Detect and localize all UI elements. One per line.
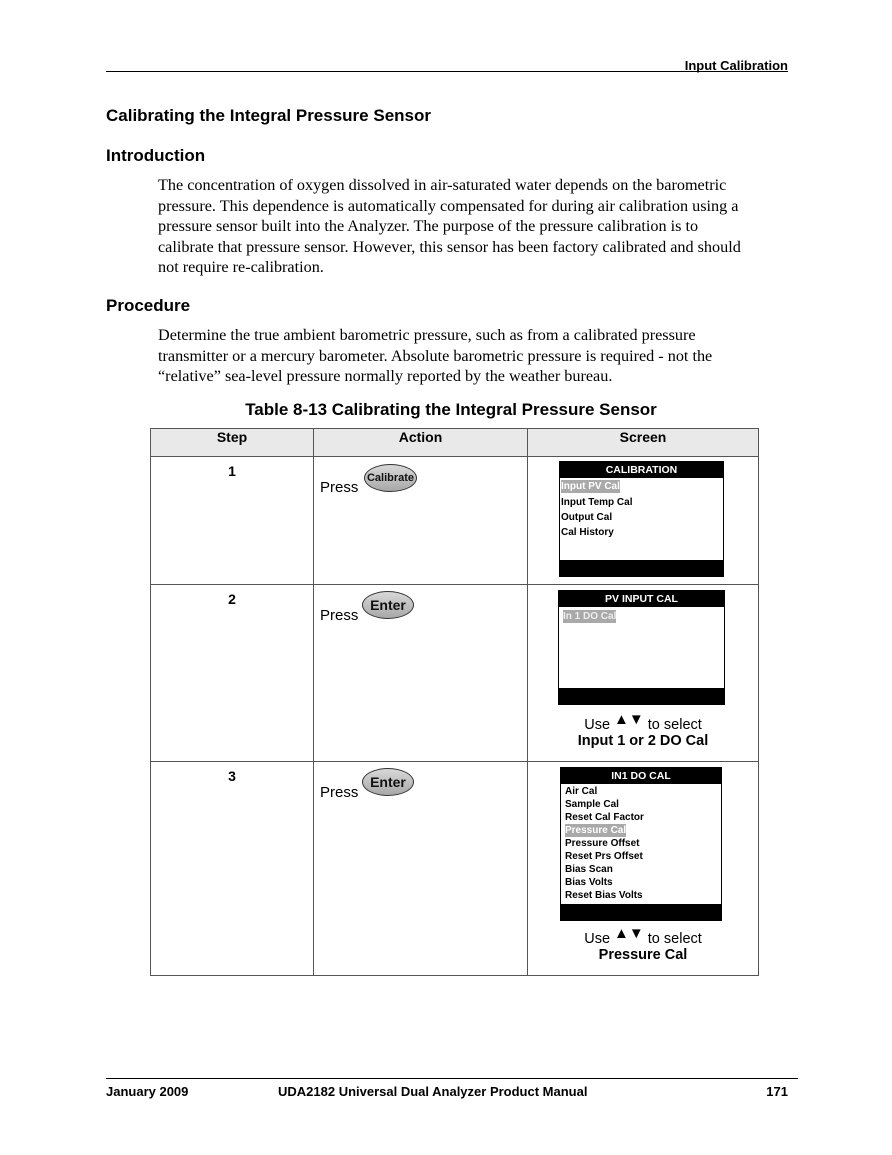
intro-heading: Introduction	[106, 146, 206, 165]
action-cell	[314, 457, 528, 585]
menu-item: Cal History	[561, 527, 614, 538]
step-cell	[151, 762, 314, 976]
calibrate-key-button[interactable]: Calibrate	[364, 464, 417, 492]
step-cell	[151, 585, 314, 762]
intro-line: calibrate that pressure sensor. However, this sensor has been factory calibrated and should	[158, 237, 741, 256]
intro-line: pressure sensor built into the Analyzer. The purpose of the pressure calibration is to	[158, 217, 699, 235]
menu-item: Sample Cal	[565, 799, 619, 810]
step-number: 3	[228, 768, 236, 784]
footer-manual-title: UDA2182 Universal Dual Analyzer Product Manual	[278, 1084, 588, 1099]
menu-item: Bias Scan	[565, 864, 613, 875]
calibration-steps-table	[150, 428, 759, 976]
intro-line: pressure. This dependence is automatically compensated for during air calibration using a	[158, 196, 739, 215]
press-label: Press	[320, 479, 359, 496]
lcd-screen-calibration	[559, 461, 724, 577]
select-target: Input 1 or 2 DO Cal	[577, 733, 709, 749]
menu-item: Reset Bias Volts	[565, 890, 643, 901]
menu-item-selected: Input PV Cal	[561, 481, 620, 492]
use-arrows-instruction	[528, 711, 758, 749]
up-down-arrows-icon: ▲▼	[614, 925, 644, 942]
table-row	[151, 585, 759, 762]
screen-cell	[528, 585, 759, 762]
menu-item: Input Temp Cal	[561, 497, 633, 508]
screen-cell	[528, 457, 759, 585]
intro-line: not require re-calibration.	[158, 258, 324, 276]
press-label: Press	[320, 784, 359, 801]
up-down-arrows-icon: ▲▼	[614, 711, 644, 728]
intro-paragraph	[158, 175, 798, 278]
menu-item-selected: In 1 DO Cal	[563, 611, 617, 622]
use-label: Use	[584, 931, 611, 947]
procedure-line: transmitter or a mercury barometer. Absolute barometric pressure is required - not the	[158, 346, 713, 365]
screen-footer-bar	[561, 904, 721, 920]
screen-title: PV INPUT CAL	[559, 591, 724, 607]
procedure-line: Determine the true ambient barometric pressure, such as from a calibrated pressure	[158, 326, 696, 344]
step-number: 2	[228, 591, 236, 607]
use-label: Use	[584, 717, 611, 733]
action-cell	[314, 585, 528, 762]
screen-title: CALIBRATION	[560, 462, 723, 478]
table-header-row	[151, 429, 759, 457]
screen-footer-bar	[560, 560, 723, 576]
to-select-label: to select	[647, 931, 702, 947]
lcd-screen-pv-input-cal	[558, 590, 725, 705]
lcd-screen-in1-do-cal	[560, 767, 722, 921]
screen-footer-bar	[559, 688, 724, 704]
menu-item: Bias Volts	[565, 877, 613, 888]
step-cell	[151, 457, 314, 585]
page-number: 171	[766, 1084, 788, 1099]
header-step: Step	[151, 429, 314, 457]
procedure-paragraph	[158, 325, 798, 387]
intro-line: The concentration of oxygen dissolved in air-saturated water depends on the barometric	[158, 176, 727, 194]
enter-key-button[interactable]: Enter	[362, 768, 414, 796]
header-rule	[106, 71, 788, 72]
press-label: Press	[320, 607, 359, 624]
select-target: Pressure Cal	[598, 947, 688, 963]
procedure-heading: Procedure	[106, 296, 191, 315]
footer-rule	[106, 1078, 798, 1079]
page-title: Calibrating the Integral Pressure Sensor	[106, 106, 431, 125]
screen-cell	[528, 762, 759, 976]
to-select-label: to select	[647, 717, 702, 733]
header-action: Action	[314, 429, 528, 457]
menu-item: Pressure Offset	[565, 838, 640, 849]
table-row	[151, 457, 759, 585]
procedure-line: “relative” sea-level pressure normally reported by the weather bureau.	[158, 367, 613, 385]
footer-date: January 2009	[106, 1084, 189, 1099]
step-number: 1	[228, 463, 236, 479]
menu-item: Reset Cal Factor	[565, 812, 644, 823]
menu-item-selected: Pressure Cal	[565, 825, 627, 836]
screen-title: IN1 DO CAL	[561, 768, 721, 784]
menu-item: Output Cal	[561, 512, 613, 523]
table-row	[151, 762, 759, 976]
table-caption: Table 8-13 Calibrating the Integral Pressure Sensor	[245, 400, 657, 419]
menu-item: Air Cal	[565, 786, 598, 797]
enter-key-button[interactable]: Enter	[362, 591, 414, 619]
header-screen: Screen	[528, 429, 759, 457]
action-cell	[314, 762, 528, 976]
menu-item: Reset Prs Offset	[565, 851, 643, 862]
use-arrows-instruction	[528, 925, 758, 963]
running-header: Input Calibration	[684, 58, 788, 73]
